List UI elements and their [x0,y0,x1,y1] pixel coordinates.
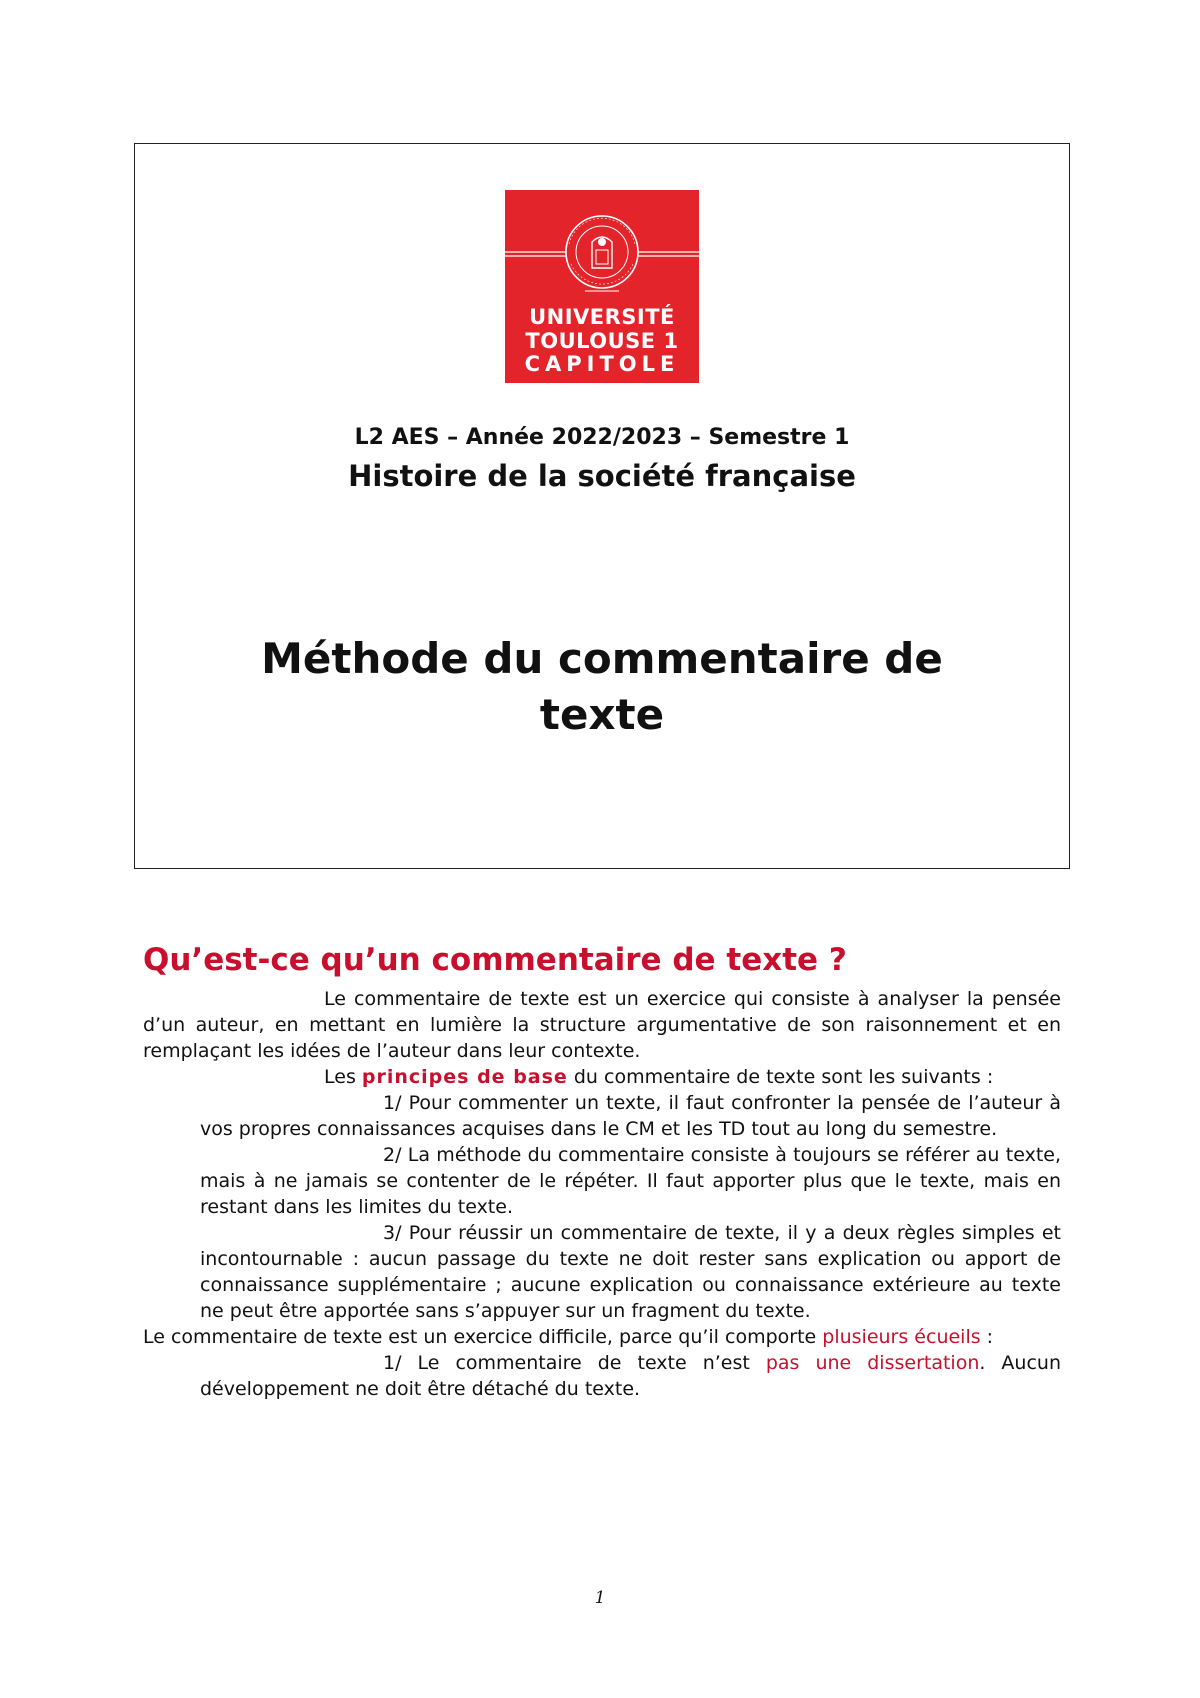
principle-1: 1/ Pour commenter un texte, il faut confronter la pensée de l’auteur à vos propres connaissances acquises dans le CM et les TD tout au long du semestre. [200,1092,1061,1140]
pitfalls-highlight: plusieurs écueils [822,1326,981,1348]
pitfalls-intro [143,1324,1061,1350]
definition-paragraph: Le commentaire de texte est un exercice qui consiste à analyser la pensée d’un auteur, en mettant en lumière la structure argumentative de son raisonnement et en remplaçant les idées de l’auteur dans leur contexte. [143,988,1061,1062]
principles-highlight: principes de base [361,1066,568,1088]
principles-intro-before: Les [324,1066,362,1088]
pitfalls-intro-after: : [980,1326,994,1348]
logo-line-2: TOULOUSE 1 [525,329,679,353]
logo-line-3: CAPITOLE [524,352,680,376]
principles-intro [143,1064,1061,1090]
university-logo [505,190,699,383]
logo-line-1: UNIVERSITÉ [529,305,675,329]
pitfall-1-before: 1/ Le commentaire de texte n’est [383,1352,766,1374]
pitfall-1 [143,1350,1061,1402]
page-number: 1 [594,1588,606,1608]
title-line-1: Méthode du commentaire de [261,634,943,683]
principle-2: 2/ La méthode du commentaire consiste à toujours se référer au texte, mais à ne jamais se contenter de le répéter. Il faut apporter plus que le texte, mais en restant dans les limites du texte. [200,1144,1061,1218]
main-content [143,940,1061,1402]
course-meta: L2 AES – Année 2022/2023 – Semestre 1 [354,425,850,450]
principle-3: 3/ Pour réussir un commentaire de texte, il y a deux règles simples et incontournable : aucun passage du texte ne doit rester sans explication ou apport de connaissance supplémentaire ; aucune explication ou connaissance extérieure au texte ne peut être apportée sans s’appuyer sur un fragment du texte. [200,1222,1061,1322]
title-line-2: texte [539,690,665,739]
cover-frame [134,143,1070,869]
document-title [135,631,1069,743]
pitfall-1-highlight: pas une dissertation [765,1352,980,1374]
section-heading: Qu’est-ce qu’un commentaire de texte ? [143,942,847,978]
course-title: Histoire de la société française [348,459,856,493]
pitfall-1-after: . Aucun développement ne doit être détaché du texte. [200,1352,1061,1400]
pitfalls-intro-before: Le commentaire de texte est un exercice difficile, parce qu’il comporte [143,1326,823,1348]
principles-intro-after: du commentaire de texte sont les suivants : [567,1066,994,1088]
